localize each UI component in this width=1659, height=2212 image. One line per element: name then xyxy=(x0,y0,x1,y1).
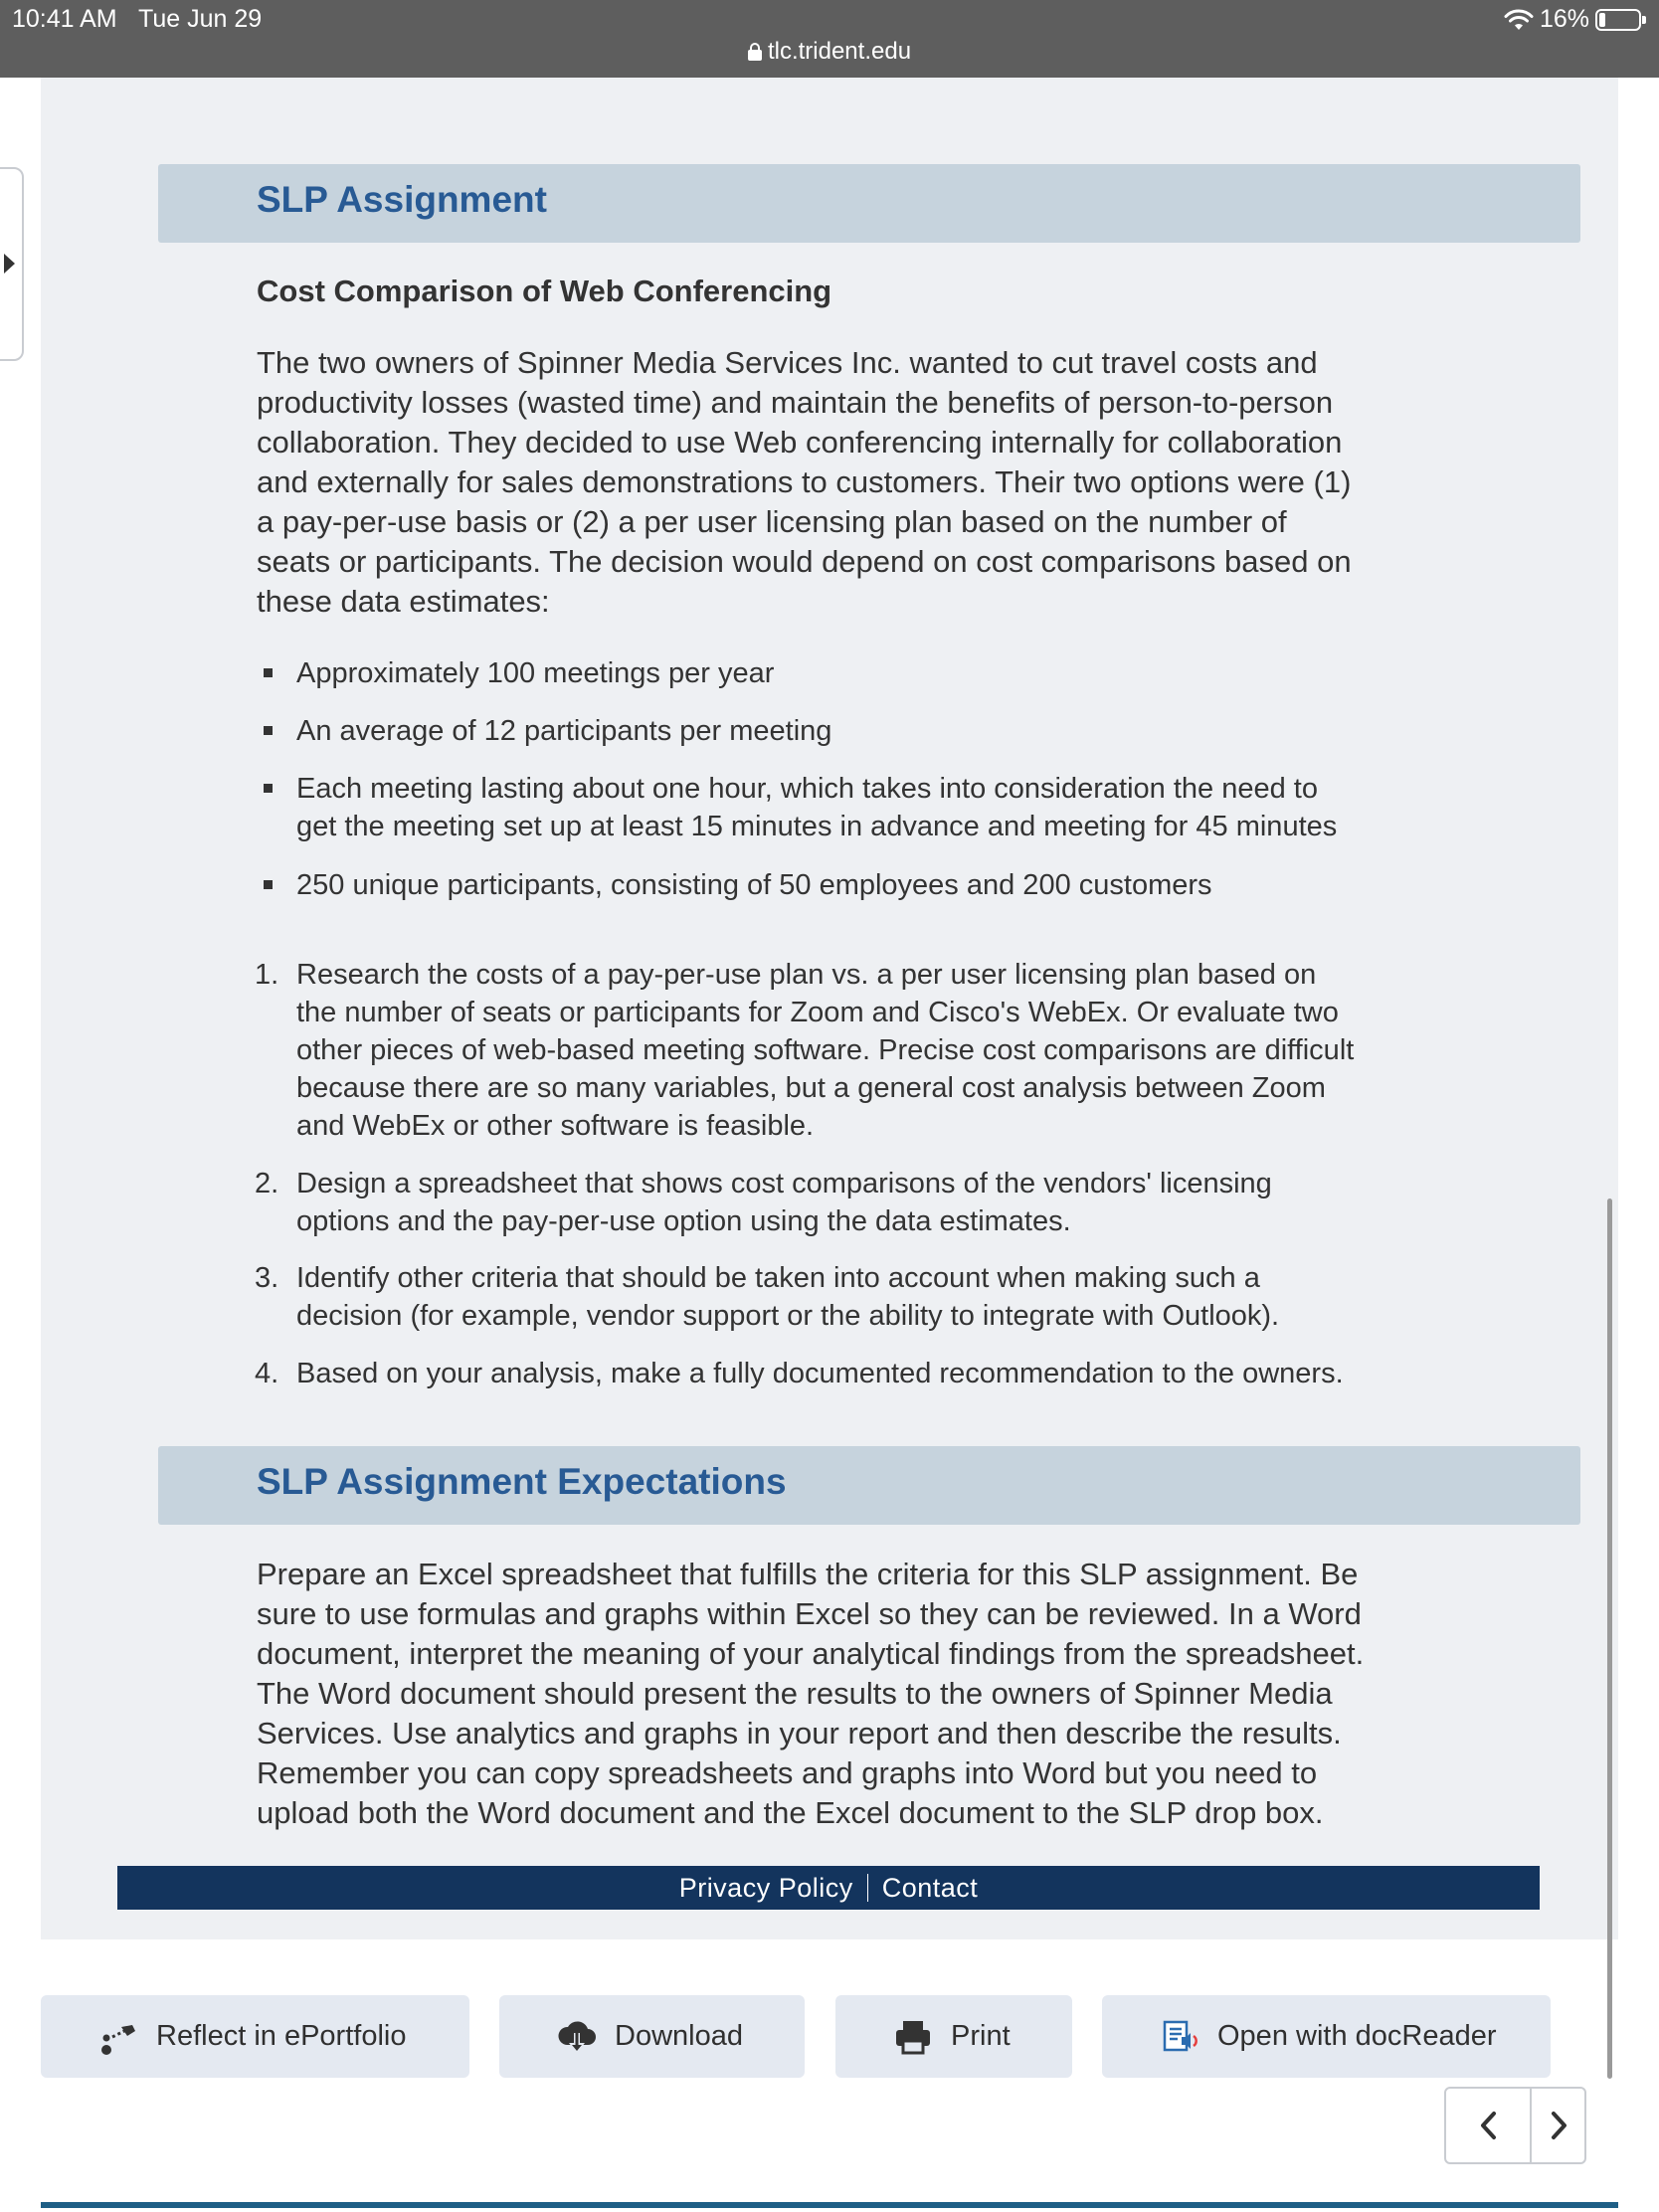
bullet-line: 250 unique participants, consisting of 50 employees and 200 customers xyxy=(296,869,1212,901)
wifi-icon xyxy=(1504,8,1534,32)
expectations-line: Prepare an Excel spreadsheet that fulfills the criteria for this SLP assignment. Be xyxy=(257,1557,1359,1591)
bullet-square-icon xyxy=(264,726,273,735)
step-text xyxy=(296,1165,1420,1240)
scrollbar[interactable] xyxy=(1607,1198,1612,2079)
list-item xyxy=(296,770,1420,845)
section-title-expectations: SLP Assignment Expectations xyxy=(257,1461,787,1502)
intro-line: a pay-per-use basis or (2) a per user licensing plan based on the number of xyxy=(257,504,1287,539)
step-number: 3. xyxy=(255,1262,279,1294)
previous-page-button[interactable] xyxy=(1446,2089,1530,2162)
intro-line: The two owners of Spinner Media Services Inc. wanted to cut travel costs and xyxy=(257,345,1318,380)
intro-paragraph xyxy=(257,343,1400,622)
docreader-icon xyxy=(1160,2017,1199,2057)
status-bar xyxy=(0,0,1659,78)
list-item xyxy=(296,866,1420,904)
expectations-line: The Word document should present the results to the owners of Spinner Media xyxy=(257,1676,1333,1711)
step-line: the number of seats or participants for Zoom and Cisco's WebEx. Or evaluate two xyxy=(296,997,1339,1028)
bullet-square-icon xyxy=(264,784,273,793)
step-line: Identify other criteria that should be taken into account when making such a xyxy=(296,1262,1260,1294)
open-docreader-button[interactable] xyxy=(1102,1995,1551,2078)
contact-link[interactable]: Contact xyxy=(881,1872,979,1903)
expectations-line: upload both the Word document and the Excel document to the SLP drop box. xyxy=(257,1795,1324,1830)
intro-line: collaboration. They decided to use Web conferencing internally for collaboration xyxy=(257,425,1343,460)
bullet-line: An average of 12 participants per meeting xyxy=(296,715,832,747)
step-line: Research the costs of a pay-per-use plan vs. a per user licensing plan based on xyxy=(296,959,1317,991)
step-number: 1. xyxy=(255,959,279,991)
bullet-line: Each meeting lasting about one hour, which takes into consideration the need to xyxy=(296,773,1318,805)
step-text xyxy=(296,956,1420,1145)
chevron-left-icon xyxy=(1478,2111,1498,2140)
step-text xyxy=(296,1259,1420,1335)
expectations-line: sure to use formulas and graphs within Excel so they can be reviewed. In a Word xyxy=(257,1596,1362,1631)
printer-icon xyxy=(893,2017,933,2057)
eportfolio-icon xyxy=(98,2017,138,2057)
download-label: Download xyxy=(615,2020,743,2052)
reflect-label: Reflect in ePortfolio xyxy=(156,2020,407,2052)
print-button[interactable] xyxy=(835,1995,1072,2078)
section-title-slp-assignment: SLP Assignment xyxy=(257,179,547,220)
cloud-download-icon xyxy=(557,2017,597,2057)
step-number: 4. xyxy=(255,1358,279,1389)
docreader-label: Open with docReader xyxy=(1217,2020,1497,2052)
intro-line: these data estimates: xyxy=(257,584,550,619)
lock-icon xyxy=(748,43,762,61)
footer-divider xyxy=(867,1874,868,1902)
expectations-line: document, interpret the meaning of your analytical findings from the spreadsheet. xyxy=(257,1636,1365,1671)
expand-arrow-icon[interactable] xyxy=(4,254,15,274)
bullet-line: Approximately 100 meetings per year xyxy=(296,657,775,689)
bullet-square-icon xyxy=(264,880,273,889)
step-line: decision (for example, vendor support or the ability to integrate with Outlook). xyxy=(296,1300,1280,1332)
step-line: other pieces of web-based meeting software. Precise cost comparisons are difficult xyxy=(296,1034,1355,1066)
intro-line: and externally for sales demonstrations to customers. Their two options were (1) xyxy=(257,464,1352,499)
battery-icon xyxy=(1595,8,1647,32)
step-line: Design a spreadsheet that shows cost comparisons of the vendors' licensing xyxy=(296,1168,1272,1199)
download-button[interactable] xyxy=(499,1995,805,2078)
step-number: 2. xyxy=(255,1168,279,1199)
address-bar[interactable] xyxy=(0,38,1659,66)
next-page-button[interactable] xyxy=(1532,2089,1586,2162)
bullet-line: get the meeting set up at least 15 minutes in advance and meeting for 45 minutes xyxy=(296,811,1338,842)
status-time: 10:41 AM xyxy=(12,5,117,33)
battery-percent: 16% xyxy=(1539,5,1589,33)
step-text xyxy=(296,1355,1420,1392)
intro-line: seats or participants. The decision would depend on cost comparisons based on xyxy=(257,544,1352,579)
status-date: Tue Jun 29 xyxy=(138,5,263,33)
list-item xyxy=(296,712,1420,750)
expectations-paragraph xyxy=(257,1555,1400,1833)
bullet-square-icon xyxy=(264,668,273,677)
step-line: and WebEx or other software is feasible. xyxy=(296,1110,815,1142)
list-item xyxy=(296,654,1420,692)
step-line: Based on your analysis, make a fully documented recommendation to the owners. xyxy=(296,1358,1344,1389)
bottom-divider xyxy=(41,2202,1618,2208)
privacy-policy-link[interactable]: Privacy Policy xyxy=(678,1872,853,1903)
expectations-line: Services. Use analytics and graphs in your report and then describe the results. xyxy=(257,1716,1342,1751)
url-text: tlc.trident.edu xyxy=(767,38,912,65)
intro-line: productivity losses (wasted time) and maintain the benefits of person-to-person xyxy=(257,385,1334,420)
chevron-right-icon xyxy=(1550,2111,1569,2140)
step-line: because there are so many variables, but a general cost analysis between Zoom xyxy=(296,1072,1326,1104)
expectations-line: Remember you can copy spreadsheets and graphs into Word but you need to xyxy=(257,1755,1318,1790)
reflect-eportfolio-button[interactable] xyxy=(41,1995,469,2078)
page-navigation xyxy=(1444,2087,1586,2164)
document-footer xyxy=(117,1866,1540,1910)
status-indicators xyxy=(1504,5,1647,34)
assignment-subtitle: Cost Comparison of Web Conferencing xyxy=(257,274,832,308)
print-label: Print xyxy=(951,2020,1011,2052)
step-line: options and the pay-per-use option using the data estimates. xyxy=(296,1205,1071,1237)
